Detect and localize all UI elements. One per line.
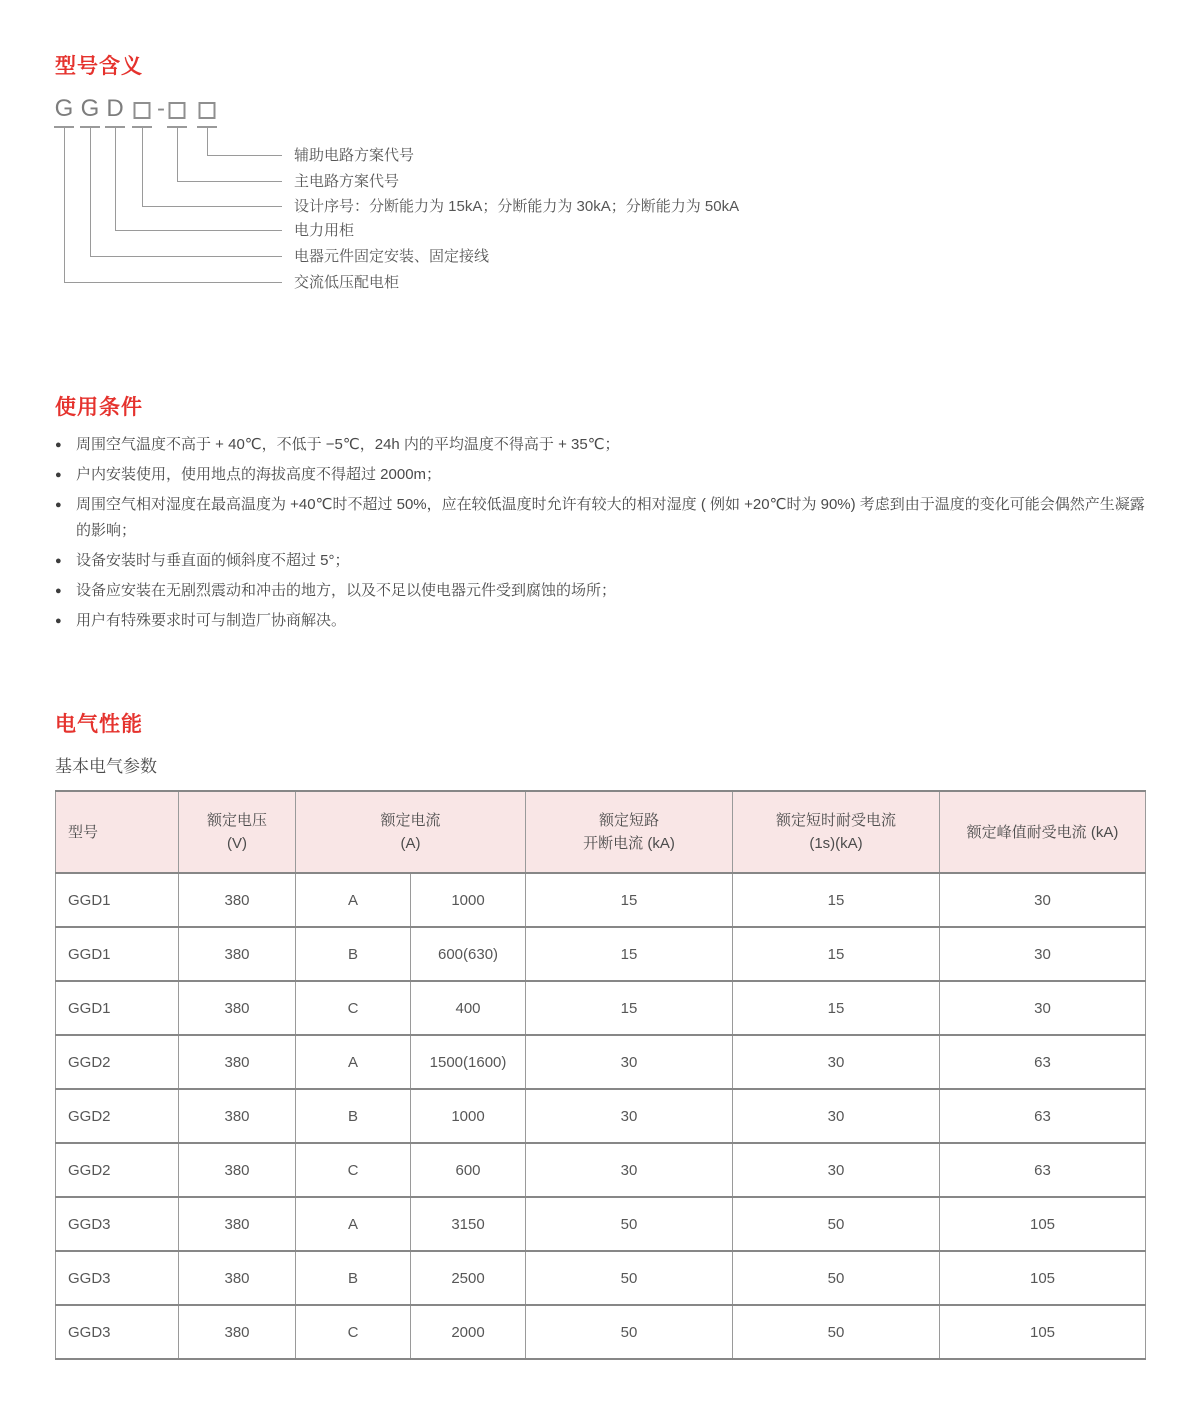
- table-cell: 63: [940, 1035, 1146, 1089]
- table-cell: 380: [179, 873, 296, 927]
- bullet-icon: ●: [55, 439, 62, 451]
- table-cell: 380: [179, 1035, 296, 1089]
- table-row: [56, 1143, 1146, 1197]
- params-table-body: [56, 873, 1146, 1359]
- table-cell: GGD2: [56, 1089, 179, 1143]
- condition-text: 周围空气相对湿度在最高温度为 +40℃时不超过 50%，应在较低温度时允许有较大的相对湿度 ( 例如 +20℃时为 90%) 考虑到由于温度的变化可能会偶然产生凝露的影响；: [76, 496, 1145, 539]
- table-cell: 105: [940, 1251, 1146, 1305]
- table-cell: 1000: [411, 873, 526, 927]
- table-header: [56, 791, 1146, 873]
- table-row: [56, 873, 1146, 927]
- table-cell: 50: [733, 1197, 940, 1251]
- code-label-power-cabinet: 电力用柜: [294, 222, 355, 239]
- conditions-list: [55, 432, 1149, 638]
- col-header-peak-withstand: 额定峰值耐受电流 (kA): [940, 791, 1146, 873]
- model-meaning-title: 型号含义: [55, 55, 143, 78]
- table-cell: 3150: [411, 1197, 526, 1251]
- table-cell: 15: [526, 927, 733, 981]
- condition-text: 周围空气温度不高于 + 40℃，不低于 −5℃，24h 内的平均温度不得高于 + 35℃；: [76, 436, 620, 453]
- table-cell: 400: [411, 981, 526, 1035]
- table-cell: GGD3: [56, 1305, 179, 1359]
- basic-parameters-subtitle: 基本电气参数: [55, 757, 157, 776]
- code-label-main-circuit: 主电路方案代号: [294, 173, 400, 190]
- table-cell: 30: [733, 1035, 940, 1089]
- col-header-short-time-withstand: 额定短时耐受电流 (1s)(kA): [733, 791, 940, 873]
- condition-text: 设备应安装在无剧烈震动和冲击的地方，以及不足以使电器元件受到腐蚀的场所；: [76, 582, 617, 599]
- table-cell: 15: [733, 873, 940, 927]
- table-cell: GGD2: [56, 1035, 179, 1089]
- table-cell: C: [296, 1143, 411, 1197]
- bullet-icon: ●: [55, 469, 62, 481]
- table-cell: C: [296, 1305, 411, 1359]
- code-label-fixed-mount: 电器元件固定安装、固定接线: [294, 248, 490, 265]
- table-cell: 50: [526, 1197, 733, 1251]
- table-cell: 105: [940, 1197, 1146, 1251]
- col-header-rated-current: 额定电流 (A): [296, 791, 526, 873]
- table-cell: GGD1: [56, 981, 179, 1035]
- table-cell: 15: [733, 927, 940, 981]
- table-cell: 380: [179, 1143, 296, 1197]
- col-header-rated-voltage: 额定电压 (V): [179, 791, 296, 873]
- table-row: [56, 1251, 1146, 1305]
- table-cell: 50: [733, 1305, 940, 1359]
- table-cell: 15: [526, 981, 733, 1035]
- condition-text: 户内安装使用，使用地点的海拔高度不得超过 2000m；: [76, 466, 442, 483]
- table-cell: A: [296, 1197, 411, 1251]
- table-cell: 380: [179, 1305, 296, 1359]
- condition-text: 用户有特殊要求时可与制造厂协商解决。: [76, 612, 347, 629]
- table-cell: 30: [526, 1143, 733, 1197]
- table-cell: 380: [179, 981, 296, 1035]
- list-item: [55, 432, 1149, 458]
- table-cell: 50: [526, 1251, 733, 1305]
- model-code-letter-1: G: [54, 95, 74, 122]
- list-item: [55, 578, 1149, 604]
- table-cell: GGD3: [56, 1251, 179, 1305]
- table-cell: 30: [940, 981, 1146, 1035]
- table-cell: 1500(1600): [411, 1035, 526, 1089]
- col-header-breaking-current: 额定短路 开断电流 (kA): [526, 791, 733, 873]
- table-row: [56, 927, 1146, 981]
- table-cell: 63: [940, 1089, 1146, 1143]
- table-row: [56, 981, 1146, 1035]
- table-cell: 30: [940, 873, 1146, 927]
- code-label-ac-lv-cabinet: 交流低压配电柜: [294, 274, 400, 291]
- table-row: [56, 1197, 1146, 1251]
- table-cell: 1000: [411, 1089, 526, 1143]
- table-row: [56, 1089, 1146, 1143]
- table-cell: C: [296, 981, 411, 1035]
- list-item: [55, 548, 1149, 574]
- list-item: [55, 462, 1149, 488]
- model-code-box-icon: [169, 102, 186, 119]
- table-cell: 2000: [411, 1305, 526, 1359]
- electrical-parameters-table: [55, 790, 1146, 1360]
- table-cell: 380: [179, 1089, 296, 1143]
- table-cell: 30: [733, 1143, 940, 1197]
- code-label-aux-circuit: 辅助电路方案代号: [294, 147, 415, 164]
- condition-text: 设备安装时与垂直面的倾斜度不超过 5°；: [76, 552, 350, 569]
- code-label-design-serial: 设计序号：分断能力为 15kA；分断能力为 30kA；分断能力为 50kA: [294, 198, 740, 215]
- table-cell: 600: [411, 1143, 526, 1197]
- table-cell: 105: [940, 1305, 1146, 1359]
- table-cell: GGD2: [56, 1143, 179, 1197]
- table-cell: 15: [733, 981, 940, 1035]
- list-item: [55, 492, 1149, 544]
- table-cell: 600(630): [411, 927, 526, 981]
- table-cell: GGD1: [56, 873, 179, 927]
- table-row: [56, 1305, 1146, 1359]
- table-cell: GGD3: [56, 1197, 179, 1251]
- model-code-letter-2: G: [80, 95, 100, 122]
- table-cell: B: [296, 1251, 411, 1305]
- table-cell: A: [296, 1035, 411, 1089]
- table-cell: 63: [940, 1143, 1146, 1197]
- table-cell: 30: [526, 1089, 733, 1143]
- table-cell: 30: [940, 927, 1146, 981]
- model-code-letter-3: D: [106, 95, 124, 122]
- table-cell: 30: [733, 1089, 940, 1143]
- list-item: [55, 608, 1149, 634]
- table-row: [56, 1035, 1146, 1089]
- leader-line: [64, 128, 282, 283]
- table-cell: A: [296, 873, 411, 927]
- table-cell: B: [296, 1089, 411, 1143]
- table-header-row: [56, 791, 1146, 873]
- bullet-icon: ●: [55, 615, 62, 627]
- table-cell: B: [296, 927, 411, 981]
- usage-conditions-title: 使用条件: [55, 396, 143, 419]
- model-code-box-icon: [199, 102, 216, 119]
- table-cell: 380: [179, 1197, 296, 1251]
- electrical-performance-title: 电气性能: [55, 713, 143, 736]
- model-code-separator: -: [157, 95, 165, 122]
- bullet-icon: ●: [55, 555, 62, 567]
- bullet-icon: ●: [55, 585, 62, 597]
- table-cell: 30: [526, 1035, 733, 1089]
- bullet-icon: ●: [55, 499, 62, 511]
- table-cell: 380: [179, 927, 296, 981]
- table-cell: 50: [733, 1251, 940, 1305]
- table-cell: 2500: [411, 1251, 526, 1305]
- table-cell: 50: [526, 1305, 733, 1359]
- table-cell: GGD1: [56, 927, 179, 981]
- model-code-box-icon: [134, 102, 151, 119]
- table-cell: 380: [179, 1251, 296, 1305]
- table-cell: 15: [526, 873, 733, 927]
- col-header-model: 型号: [56, 791, 179, 873]
